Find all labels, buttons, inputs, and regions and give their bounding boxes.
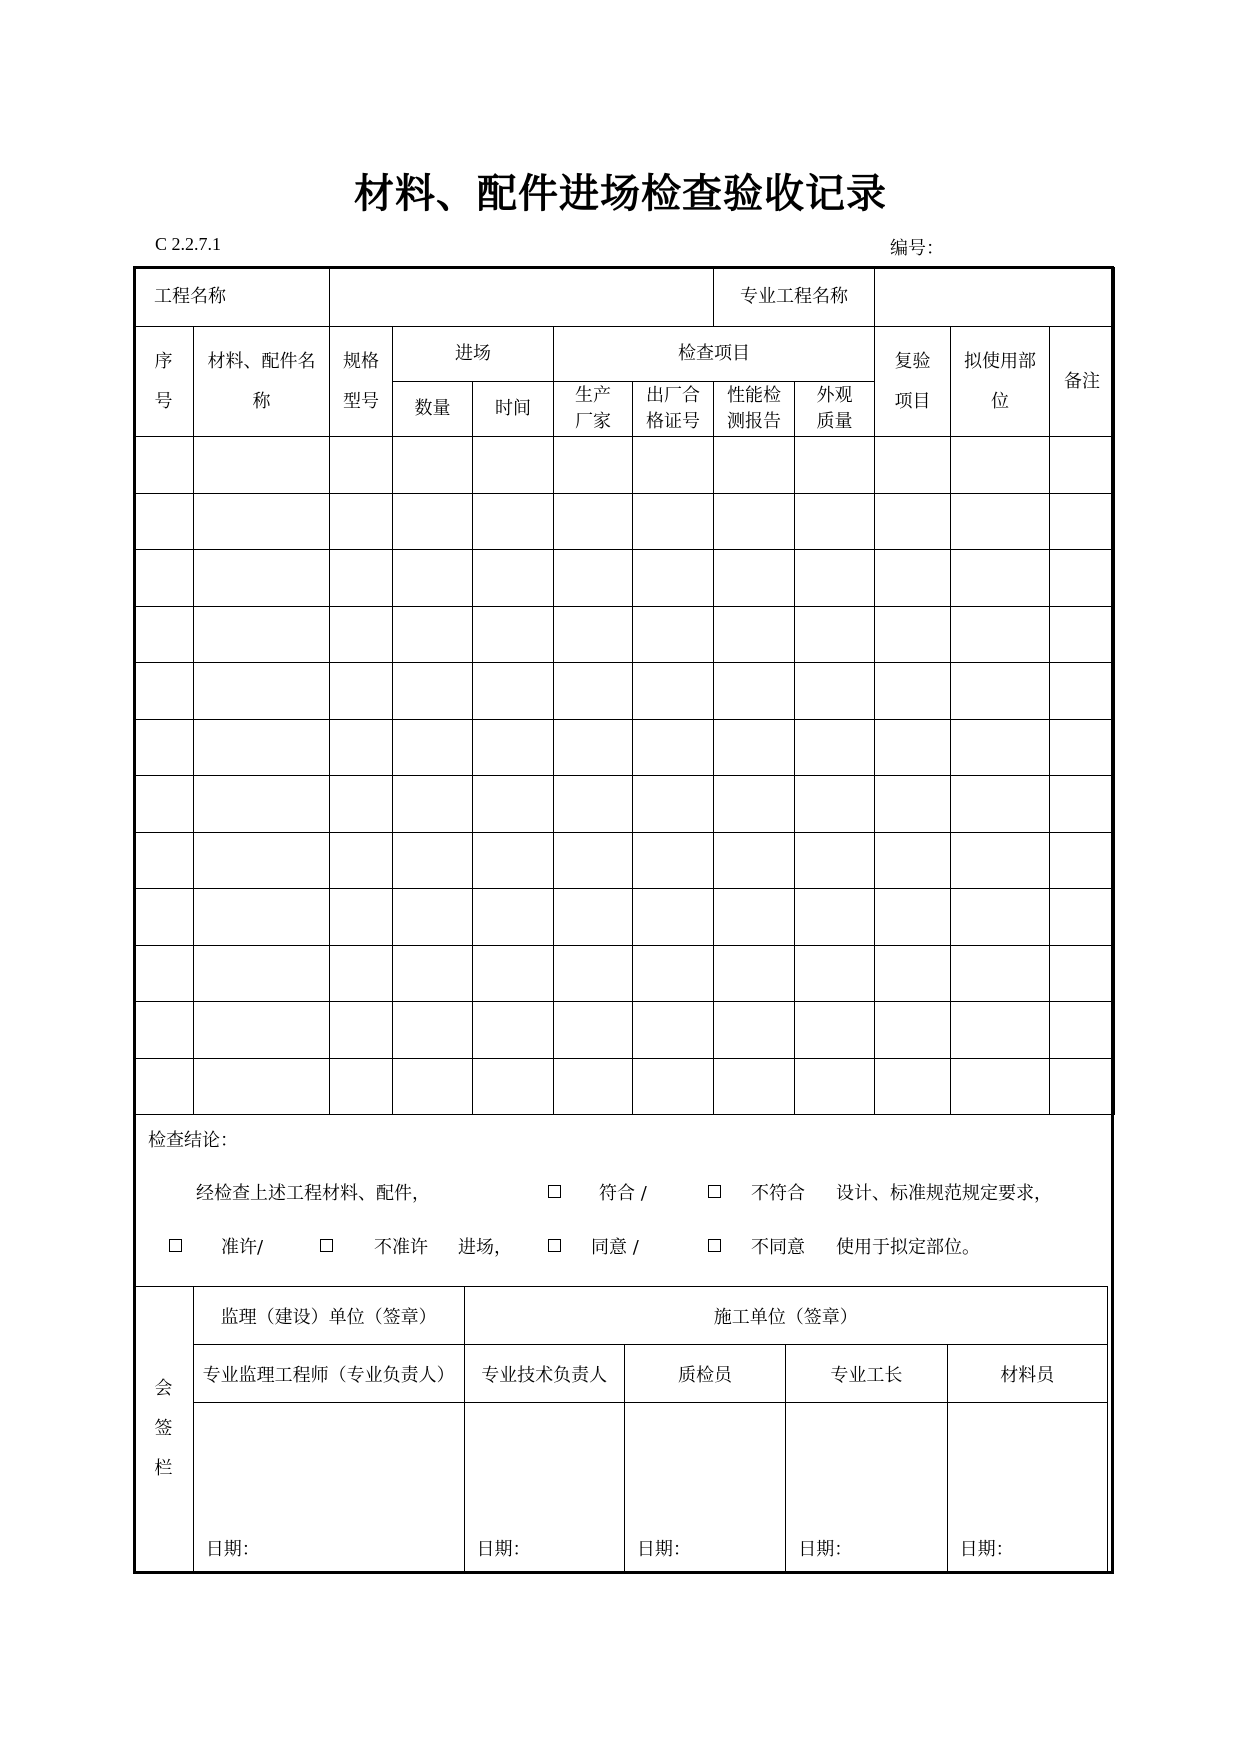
conclusion-line-1-suffix: 设计、标准规范规定要求， [836, 1183, 1052, 1204]
table-cell[interactable] [714, 832, 795, 889]
table-cell[interactable] [633, 1002, 714, 1059]
agree-label: 同意 / [591, 1237, 639, 1258]
conform-checkbox[interactable] [548, 1185, 561, 1198]
table-cell[interactable] [473, 663, 554, 720]
table-cell[interactable] [714, 719, 795, 776]
table-cell[interactable] [330, 550, 393, 607]
table-cell[interactable] [951, 606, 1050, 663]
table-cell[interactable] [633, 550, 714, 607]
table-cell[interactable] [633, 889, 714, 946]
table-cell[interactable] [134, 832, 194, 889]
permit-checkbox[interactable] [169, 1239, 182, 1252]
table-cell[interactable] [795, 1058, 875, 1115]
table-row [134, 832, 1115, 889]
table-row [134, 1058, 1115, 1115]
foreman-signature-date[interactable]: 日期： [786, 1403, 947, 1572]
table-cell[interactable] [951, 832, 1050, 889]
table-cell[interactable] [393, 832, 473, 889]
table-cell[interactable] [875, 1002, 951, 1059]
table-cell[interactable] [714, 1058, 795, 1115]
qc-inspector-label: 质检员 [624, 1345, 785, 1403]
table-cell[interactable] [134, 663, 194, 720]
table-cell[interactable] [330, 1058, 393, 1115]
entry-time-header: 时间 [473, 382, 554, 437]
retest-items-header: 复验 项目 [875, 327, 951, 437]
data-rows [134, 437, 1115, 1115]
table-cell[interactable] [951, 945, 1050, 1002]
table-cell[interactable] [134, 776, 194, 833]
table-cell[interactable] [393, 493, 473, 550]
table-cell[interactable] [1050, 776, 1115, 833]
table-cell[interactable] [134, 1058, 194, 1115]
signoff-side-label: 会 签 栏 [134, 1287, 194, 1572]
table-cell[interactable] [194, 945, 330, 1002]
table-cell[interactable] [875, 776, 951, 833]
signoff-table [133, 1286, 1108, 1572]
table-cell[interactable] [473, 945, 554, 1002]
table-cell[interactable] [714, 1002, 795, 1059]
table-cell[interactable] [1050, 663, 1115, 720]
table-cell[interactable] [951, 493, 1050, 550]
entry-quantity-header: 数量 [393, 382, 473, 437]
table-cell[interactable] [951, 550, 1050, 607]
remarks-header: 备注 [1050, 327, 1115, 437]
table-row [134, 776, 1115, 833]
inspection-items-header: 检查项目 [554, 327, 875, 382]
table-cell[interactable] [875, 606, 951, 663]
table-cell[interactable] [1050, 719, 1115, 776]
table-cell[interactable] [633, 1058, 714, 1115]
table-cell[interactable] [473, 437, 554, 494]
sub-project-name-label: 专业工程名称 [714, 268, 875, 327]
performance-report-header: 性能检 测报告 [714, 382, 795, 437]
table-cell[interactable] [393, 1058, 473, 1115]
disagree-label: 不同意 [751, 1237, 805, 1258]
table-cell[interactable] [393, 550, 473, 607]
table-cell[interactable] [194, 1002, 330, 1059]
table-cell[interactable] [330, 776, 393, 833]
table-cell[interactable] [330, 832, 393, 889]
certificate-header: 出厂合 格证号 [633, 382, 714, 437]
table-row [134, 437, 1115, 494]
table-cell[interactable] [951, 437, 1050, 494]
table-cell[interactable] [393, 719, 473, 776]
table-cell[interactable] [554, 437, 633, 494]
table-cell[interactable] [951, 719, 1050, 776]
agree-checkbox[interactable] [548, 1239, 561, 1252]
construction-unit-label: 施工单位（签章） [464, 1287, 1107, 1345]
table-cell[interactable] [1050, 493, 1115, 550]
entry-text: 进场， [458, 1237, 512, 1258]
table-cell[interactable] [633, 606, 714, 663]
table-cell[interactable] [1050, 1058, 1115, 1115]
table-cell[interactable] [951, 1002, 1050, 1059]
table-cell[interactable] [795, 663, 875, 720]
table-row [134, 945, 1115, 1002]
supervisor-engineer-label: 专业监理工程师（专业负责人） [193, 1345, 464, 1403]
foreman-label: 专业工长 [786, 1345, 947, 1403]
table-cell[interactable] [473, 606, 554, 663]
table-cell[interactable] [473, 1002, 554, 1059]
table-cell[interactable] [1050, 437, 1115, 494]
table-cell[interactable] [875, 832, 951, 889]
table-cell[interactable] [714, 493, 795, 550]
table-cell[interactable] [1050, 832, 1115, 889]
table-cell[interactable] [1050, 945, 1115, 1002]
conform-label: 符合 / [599, 1183, 647, 1204]
table-cell[interactable] [194, 606, 330, 663]
table-cell[interactable] [330, 437, 393, 494]
table-cell[interactable] [633, 776, 714, 833]
table-cell[interactable] [633, 945, 714, 1002]
table-cell[interactable] [134, 889, 194, 946]
table-cell[interactable] [393, 663, 473, 720]
table-cell[interactable] [795, 719, 875, 776]
intended-use-header: 拟使用部 位 [951, 327, 1050, 437]
tech-lead-signature-date[interactable]: 日期： [464, 1403, 624, 1572]
table-cell[interactable] [795, 889, 875, 946]
permit-label: 准许/ [221, 1237, 264, 1258]
table-cell[interactable] [194, 776, 330, 833]
table-cell[interactable] [714, 550, 795, 607]
table-row [134, 493, 1115, 550]
table-cell[interactable] [473, 889, 554, 946]
table-cell[interactable] [633, 719, 714, 776]
table-cell[interactable] [875, 550, 951, 607]
table-cell[interactable] [194, 437, 330, 494]
qc-inspector-signature-date[interactable]: 日期： [624, 1403, 785, 1572]
conclusion-line-2-suffix: 使用于拟定部位。 [836, 1237, 980, 1258]
sub-project-name-field[interactable] [875, 268, 1115, 327]
table-cell[interactable] [554, 663, 633, 720]
table-cell[interactable] [714, 437, 795, 494]
manufacturer-header: 生产 厂家 [554, 382, 633, 437]
table-cell[interactable] [134, 606, 194, 663]
table-row [134, 663, 1115, 720]
appearance-quality-header: 外观 质量 [795, 382, 875, 437]
table-cell[interactable] [330, 1002, 393, 1059]
conclusion-line-1-prefix: 经检查上述工程材料、配件， [196, 1183, 430, 1204]
table-cell[interactable] [714, 663, 795, 720]
table-cell[interactable] [875, 1058, 951, 1115]
table-cell[interactable] [795, 550, 875, 607]
table-cell[interactable] [554, 945, 633, 1002]
table-cell[interactable] [795, 437, 875, 494]
material-clerk-signature-date[interactable]: 日期： [947, 1403, 1107, 1572]
table-cell[interactable] [633, 663, 714, 720]
table-cell[interactable] [330, 945, 393, 1002]
table-cell[interactable] [194, 493, 330, 550]
not-conform-checkbox[interactable] [708, 1185, 721, 1198]
table-cell[interactable] [714, 945, 795, 1002]
table-cell[interactable] [554, 832, 633, 889]
table-cell[interactable] [1050, 889, 1115, 946]
material-name-header: 材料、配件名 称 [194, 327, 330, 437]
table-cell[interactable] [393, 606, 473, 663]
table-cell[interactable] [473, 832, 554, 889]
table-cell[interactable] [330, 606, 393, 663]
table-cell[interactable] [473, 1058, 554, 1115]
table-cell[interactable] [393, 1002, 473, 1059]
table-row [134, 1002, 1115, 1059]
table-cell[interactable] [633, 493, 714, 550]
page-title: 材料、配件进场检查验收记录 [354, 170, 887, 217]
table-cell[interactable] [134, 437, 194, 494]
table-cell[interactable] [393, 889, 473, 946]
spec-model-header: 规格 型号 [330, 327, 393, 437]
table-cell[interactable] [554, 889, 633, 946]
table-row [134, 889, 1115, 946]
seq-header: 序 号 [134, 327, 194, 437]
entry-header: 进场 [393, 327, 554, 382]
table-cell[interactable] [875, 945, 951, 1002]
table-row [134, 719, 1115, 776]
supervision-unit-label: 监理（建设）单位（签章） [193, 1287, 464, 1345]
table-cell[interactable] [795, 832, 875, 889]
table-cell[interactable] [134, 945, 194, 1002]
table-row [134, 606, 1115, 663]
table-cell[interactable] [714, 776, 795, 833]
table-cell[interactable] [393, 776, 473, 833]
table-cell[interactable] [875, 889, 951, 946]
table-cell[interactable] [633, 832, 714, 889]
table-cell[interactable] [134, 719, 194, 776]
table-cell[interactable] [194, 550, 330, 607]
table-cell[interactable] [393, 437, 473, 494]
table-cell[interactable] [951, 1058, 1050, 1115]
table-cell[interactable] [330, 663, 393, 720]
table-cell[interactable] [330, 889, 393, 946]
table-cell[interactable] [714, 889, 795, 946]
supervisor-signature-date[interactable]: 日期： [193, 1403, 464, 1572]
not-conform-label: 不符合 [751, 1183, 805, 1204]
table-cell[interactable] [194, 832, 330, 889]
project-header-row [134, 268, 1115, 327]
table-cell[interactable] [194, 1058, 330, 1115]
not-permit-label: 不准许 [374, 1237, 428, 1258]
table-row [134, 550, 1115, 607]
table-cell[interactable] [134, 493, 194, 550]
table-cell[interactable] [875, 437, 951, 494]
table-cell[interactable] [134, 1002, 194, 1059]
table-cell[interactable] [633, 437, 714, 494]
table-cell[interactable] [951, 663, 1050, 720]
table-cell[interactable] [795, 493, 875, 550]
serial-number-label: 编号： [890, 238, 944, 259]
table-cell[interactable] [1050, 1002, 1115, 1059]
column-header-row-1 [134, 327, 1115, 382]
project-name-label: 工程名称 [134, 268, 330, 327]
project-name-field[interactable] [330, 268, 714, 327]
table-cell[interactable] [473, 493, 554, 550]
table-cell[interactable] [554, 776, 633, 833]
disagree-checkbox[interactable] [708, 1239, 721, 1252]
table-cell[interactable] [194, 719, 330, 776]
table-cell[interactable] [795, 776, 875, 833]
table-cell[interactable] [1050, 550, 1115, 607]
form-code: C 2.2.7.1 [155, 234, 222, 254]
conclusion-label: 检查结论： [148, 1130, 238, 1151]
table-cell[interactable] [134, 550, 194, 607]
table-cell[interactable] [194, 889, 330, 946]
table-cell[interactable] [714, 606, 795, 663]
not-permit-checkbox[interactable] [320, 1239, 333, 1252]
table-cell[interactable] [554, 550, 633, 607]
table-cell[interactable] [473, 776, 554, 833]
table-cell[interactable] [473, 550, 554, 607]
table-cell[interactable] [795, 1002, 875, 1059]
material-clerk-label: 材料员 [947, 1345, 1107, 1403]
table-cell[interactable] [554, 1058, 633, 1115]
table-cell[interactable] [473, 719, 554, 776]
table-cell[interactable] [330, 719, 393, 776]
table-cell[interactable] [875, 663, 951, 720]
table-cell[interactable] [1050, 606, 1115, 663]
conclusion-signoff-area [133, 1116, 1114, 1574]
table-cell[interactable] [393, 945, 473, 1002]
table-cell[interactable] [875, 719, 951, 776]
table-cell[interactable] [795, 945, 875, 1002]
inspection-table [133, 267, 1115, 1115]
table-cell[interactable] [330, 493, 393, 550]
table-cell[interactable] [194, 663, 330, 720]
table-cell[interactable] [875, 493, 951, 550]
table-cell[interactable] [951, 776, 1050, 833]
table-cell[interactable] [951, 889, 1050, 946]
table-cell[interactable] [554, 606, 633, 663]
table-cell[interactable] [554, 719, 633, 776]
table-cell[interactable] [554, 493, 633, 550]
table-cell[interactable] [554, 1002, 633, 1059]
table-cell[interactable] [795, 606, 875, 663]
tech-lead-label: 专业技术负责人 [464, 1345, 624, 1403]
